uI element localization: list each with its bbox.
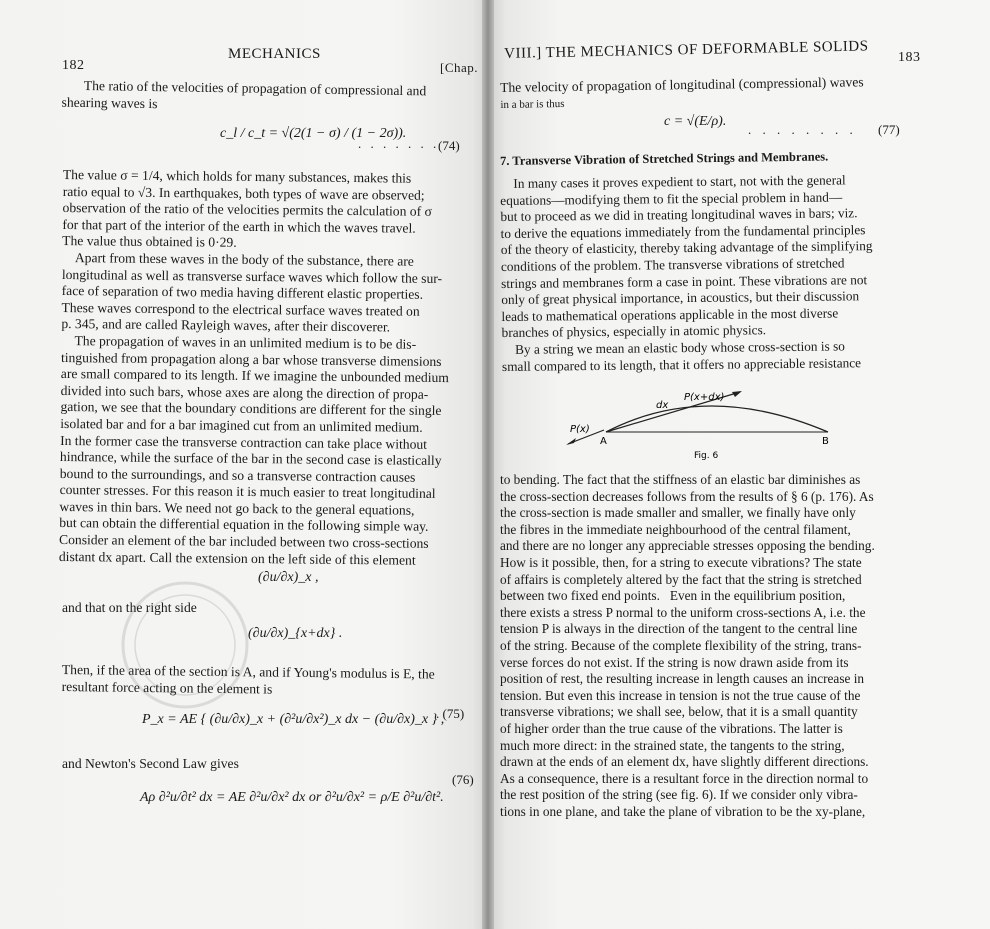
equation-75: P_x = AE { (∂u/∂x)_x + (∂²u/∂x²)_x dx − (∂u/∂x)_x } ,	[142, 712, 445, 727]
text-line: The propagation of waves in an unlimited medium is to be dis-	[61, 332, 417, 352]
text-line: The value thus obtained is 0·29.	[62, 233, 237, 251]
text-line: The velocity of propagation of longitudinal (compressional) waves	[500, 74, 864, 95]
text-line: gation, we see that the boundary conditions are different for the single	[60, 399, 442, 419]
text-line: tinguished from propagation along a bar whose transverse dimensions	[60, 349, 442, 369]
text-line: of the theory of elasticity, thereby taking advantage of the simplifying	[500, 238, 873, 258]
text-line: between two fixed end points. Even in the equilibrium position,	[500, 588, 846, 604]
text-line: face of separation of two media having different elastic properties.	[61, 283, 424, 302]
library-stamp-watermark	[85, 570, 285, 720]
text-line: tions in one plane, and take the plane of vibration to be the xy-plane,	[500, 803, 866, 819]
text-line: only of great physical importance, in acoustics, but their discussion	[501, 288, 860, 308]
text-line: counter stresses. For this reason it is much easier to treat longitudinal	[59, 482, 436, 502]
page-number-right: 183	[898, 50, 921, 65]
text-line: are small compared to its length. If we imagine the unbounded medium	[60, 366, 449, 386]
text-line: much more direct: in the strained state, the tangents to the string,	[500, 737, 845, 753]
label-p-x: P(x)	[570, 424, 590, 435]
label-p-x-dx: P(x+dx)	[684, 392, 725, 403]
text-line: the fibres in the immediate neighbourhood of the central filament,	[500, 521, 851, 537]
figure-6	[556, 380, 856, 460]
text-line: transverse vibrations; we shall see, below, that it is a small quantity	[500, 704, 858, 720]
eq75-number: . (75)	[436, 706, 465, 721]
text-line: bound to the surroundings, and so a transverse contraction causes	[59, 465, 416, 485]
line-right-side: and that on the right side	[62, 600, 197, 615]
left-page	[0, 0, 492, 929]
text-line: but can obtain the differential equation in the following simple way.	[59, 515, 429, 535]
text-line: branches of physics, especially in atomic physics.	[501, 322, 767, 341]
section-heading: 7. Transverse Vibration of Stretched Strings and Membranes.	[500, 149, 829, 168]
text-line: to bending. The fact that the stiffness of an elastic bar diminishes as	[500, 472, 861, 487]
text-line: p. 345, and are called Rayleigh waves, after their discoverer.	[61, 316, 391, 335]
eq74-dots: . . . . . . .	[358, 136, 440, 151]
text-line: divided into such bars, whose axes are along the direction of propa-	[60, 382, 429, 402]
text-line: In the former case the transverse contraction can take place without	[60, 432, 428, 452]
label-a: A	[600, 436, 607, 447]
text-line: to derive the equations immediately from the fundamental principles	[500, 221, 866, 241]
book-gutter	[482, 0, 494, 929]
text-line: of the string. Because of the complete flexibility of the string, trans-	[500, 637, 862, 653]
text-line: strings and membranes form a case in point. These vibrations are not	[501, 271, 868, 291]
eq76-number: (76)	[452, 772, 474, 787]
text-line: tension P is always in the direction of the tangent to the central line	[500, 621, 858, 637]
text-line: isolated bar and for a bar imagined cut from an unlimited medium.	[60, 415, 423, 435]
eq77-number: (77)	[878, 122, 900, 137]
text-line: shearing waves is	[61, 94, 158, 111]
text-line: Consider an element of the bar included between two cross-sections	[59, 532, 429, 551]
text-line: the cross-section decreases follows from the results of § 6 (p. 176). As	[500, 488, 874, 504]
text-line: As a consequence, there is a resultant force in the direction normal to	[500, 770, 869, 786]
text-line: distant dx apart. Call the extension on the left side of this element	[58, 548, 416, 568]
text-line: tension. But even this increase in tension is not the true cause of the	[500, 687, 861, 703]
right-text-block-c	[500, 472, 875, 820]
text-line: of higher order than the true cause of the vibrations. The latter is	[500, 720, 843, 736]
text-line: and there are no longer any appreciable stresses opposing the bending.	[500, 538, 875, 554]
arrowhead-left	[566, 438, 576, 445]
text-line: How is it possible, then, for a string to execute vibrations? The state	[500, 554, 862, 570]
right-text-block-a	[500, 74, 864, 113]
text-line: waves in thin bars. We need not go back to the general equations,	[59, 498, 415, 518]
text-line: conditions of the problem. The transverse vibrations of stretched	[500, 255, 845, 274]
eq74-rhs: √(2(1 − σ) / (1 − 2σ)).	[281, 126, 407, 141]
eq77-dots: . . . . . . . .	[748, 122, 857, 137]
text-line: Apart from these waves in the body of the substance, there are	[61, 249, 414, 269]
text-line: ratio equal to √3. In earthquakes, both types of wave are observed;	[62, 183, 425, 203]
text-line: resultant force acting on the element is	[61, 678, 273, 697]
label-b: B	[822, 436, 829, 447]
text-line: the cross-section is made smaller and smaller, we finally have only	[500, 505, 856, 521]
expr-left-extension: (∂u/∂x)_x ,	[258, 570, 319, 585]
text-line: but to proceed as we did in treating longitudinal waves in bars; viz.	[500, 205, 858, 225]
text-line: position of rest, the resulting increase in length causes an increase in	[500, 671, 865, 687]
right-text-block-b	[500, 172, 874, 375]
text-line: equations—modifying them to fit the special problem in hand—	[500, 189, 843, 208]
expr-right-extension: (∂u/∂x)_{x+dx} .	[248, 626, 343, 641]
equation-76: Aρ ∂²u/∂t² dx = AE ∂²u/∂x² dx or ∂²u/∂x² = ρ/E ∂²u/∂t².	[140, 790, 444, 805]
text-line: verse forces do not exist. If the string is now drawn aside from its	[500, 654, 849, 670]
text-line: The ratio of the velocities of propagation of compressional and	[83, 78, 427, 99]
text-line: leads to mathematical operations applicable in the most diverse	[501, 305, 839, 324]
eq74-lhs: c_l / c_t =	[220, 126, 279, 141]
chapter-tag: [Chap.	[440, 60, 479, 75]
text-line: Then, if the area of the section is A, and if Young's modulus is E, the	[61, 662, 435, 682]
text-line: there exists a stress P normal to the uniform cross-sections A, i.e. the	[500, 604, 866, 620]
text-line: hindrance, while the surface of the bar in the second case is elastically	[59, 449, 442, 469]
text-line: These waves correspond to the electrical surface waves treated on	[61, 299, 420, 319]
running-head-right: VIII.] THE MECHANICS OF DEFORMABLE SOLIDS	[504, 38, 869, 62]
running-head-left: MECHANICS	[228, 46, 321, 62]
text-line: in a bar is thus	[500, 97, 565, 111]
left-text-block-a	[61, 78, 427, 117]
text-line: the rest position of the string (see fig. 6). If we consider only vibra-	[500, 787, 858, 803]
text-line: of affairs is completely altered by the fact that the string is stretched	[500, 571, 862, 587]
text-line: In many cases it proves expedient to start, not with the general	[500, 172, 846, 191]
arrowhead-right	[732, 391, 742, 397]
text-line: By a string we mean an elastic body whose cross-section is so	[501, 338, 845, 357]
page-number-left: 182	[62, 58, 85, 73]
eq74-number: (74)	[438, 138, 460, 153]
text-line: observation of the ratio of the velocities permits the calculation of σ	[62, 200, 432, 220]
figure-caption: Fig. 6	[694, 451, 719, 460]
left-text-block-b	[59, 167, 451, 569]
right-page	[486, 0, 990, 929]
text-line: drawn at the ends of an element dx, have slightly different directions.	[500, 754, 869, 770]
label-dx: dx	[656, 400, 669, 411]
text-line: small compared to its length, that it offers no appreciable resistance	[501, 354, 862, 374]
text-line: longitudinal as well as transverse surface waves which follow the sur-	[61, 266, 443, 286]
string-curve	[606, 406, 828, 432]
text-line: for that part of the interior of the earth in which the waves travel.	[62, 216, 416, 236]
text-line: The value σ = 1/4, which holds for many substances, makes this	[62, 167, 412, 186]
equation-77: c = √(E/ρ).	[664, 114, 727, 129]
line-newton: and Newton's Second Law gives	[62, 756, 239, 771]
